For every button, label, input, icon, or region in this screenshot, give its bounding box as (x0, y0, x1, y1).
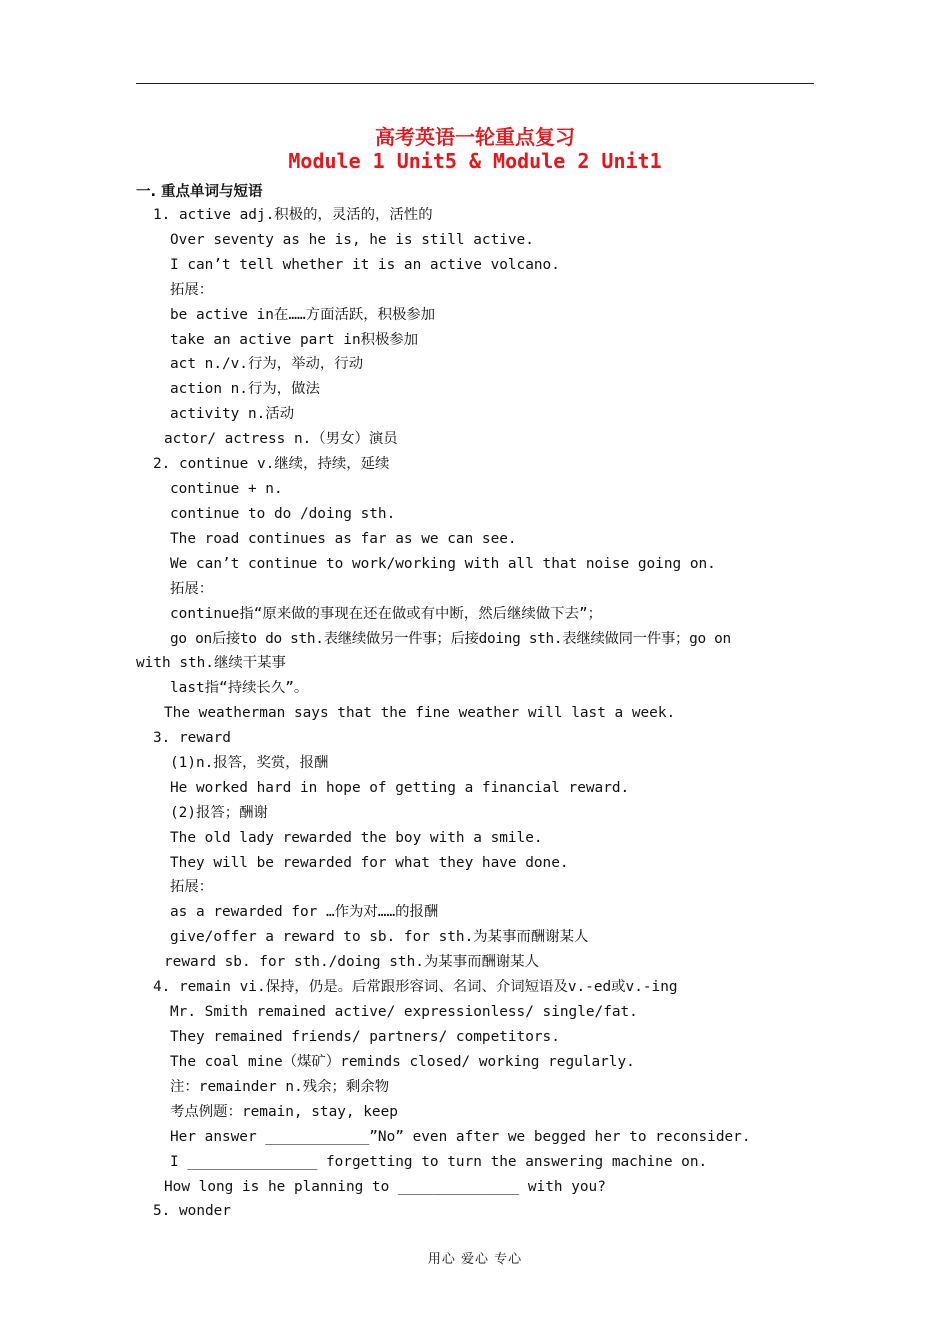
body-line: Over seventy as he is, he is still active. (170, 232, 534, 248)
body-line: The road continues as far as we can see. (170, 531, 517, 547)
body-line: act n./v.行为，举动，行动 (170, 356, 364, 372)
body-line: actor/ actress n.（男女）演员 (164, 431, 398, 447)
body-line: The weatherman says that the fine weather will last a week. (164, 705, 676, 721)
body-line: 4. remain vi.保持，仍是。后常跟形容词、名词、介词短语及v.-ed或v.-ing (153, 979, 678, 995)
body-line: action n.行为，做法 (170, 381, 320, 397)
body-line: I _______________ forgetting to turn the answering machine on. (170, 1154, 708, 1170)
body-line: Mr. Smith remained active/ expressionless/ single/fat. (170, 1004, 638, 1020)
body-line: 考点例题：remain, stay, keep (170, 1104, 398, 1120)
body-line: 5. wonder (153, 1203, 231, 1219)
page-title-cn: 高考英语一轮重点复习 (375, 125, 575, 149)
body-line: be active in在……方面活跃，积极参加 (170, 307, 436, 323)
body-line: How long is he planning to ______________ with you? (164, 1179, 606, 1195)
body-line: 拓展： (170, 282, 214, 298)
body-line: He worked hard in hope of getting a financial reward. (170, 780, 630, 796)
body-line: go on后接to do sth.表继续做另一件事；后接doing sth.表继续做同一件事；go on (170, 631, 731, 647)
body-line: (1)n.报答，奖赏，报酬 (170, 755, 329, 771)
body-line: The coal mine（煤矿）reminds closed/ working regularly. (170, 1054, 635, 1070)
body-line: last指“持续长久”。 (170, 680, 309, 696)
top-rule (136, 83, 814, 84)
body-line: They remained friends/ partners/ competitors. (170, 1029, 560, 1045)
section-heading: 一. 重点单词与短语 (136, 184, 263, 200)
body-line: with sth.继续干某事 (136, 655, 286, 671)
body-line: reward sb. for sth./doing sth.为某事而酬谢某人 (164, 954, 540, 970)
page-footer: 用心 爱心 专心 (427, 1252, 523, 1267)
body-line: 拓展： (170, 879, 214, 895)
body-line: I can’t tell whether it is an active volcano. (170, 257, 560, 273)
body-line: 3. reward (153, 730, 231, 746)
body-line: (2)报答；酬谢 (170, 805, 268, 821)
body-line: continue指“原来做的事现在还在做或有中断，然后继续做下去”； (170, 606, 603, 622)
body-line: as a rewarded for …作为对……的报酬 (170, 904, 439, 920)
body-line: 2. continue v.继续，持续，延续 (153, 456, 390, 472)
body-line: We can’t continue to work/working with all that noise going on. (170, 556, 716, 572)
body-line: 1. active adj.积极的，灵活的，活性的 (153, 207, 433, 223)
body-line: continue to do /doing sth. (170, 506, 396, 522)
body-line: continue + n. (170, 481, 283, 497)
body-line: The old lady rewarded the boy with a smile. (170, 830, 543, 846)
body-line: take an active part in积极参加 (170, 332, 419, 348)
body-line: They will be rewarded for what they have done. (170, 855, 569, 871)
page-title-en: Module 1 Unit5 & Module 2 Unit1 (288, 149, 662, 173)
body-line: activity n.活动 (170, 406, 295, 422)
body-line: Her answer ____________”No” even after we begged her to reconsider. (170, 1129, 751, 1145)
body-line: give/offer a reward to sb. for sth.为某事而酬谢某人 (170, 929, 589, 945)
body-line: 拓展： (170, 581, 214, 597)
body-line: 注：remainder n.残余；剩余物 (170, 1079, 390, 1095)
